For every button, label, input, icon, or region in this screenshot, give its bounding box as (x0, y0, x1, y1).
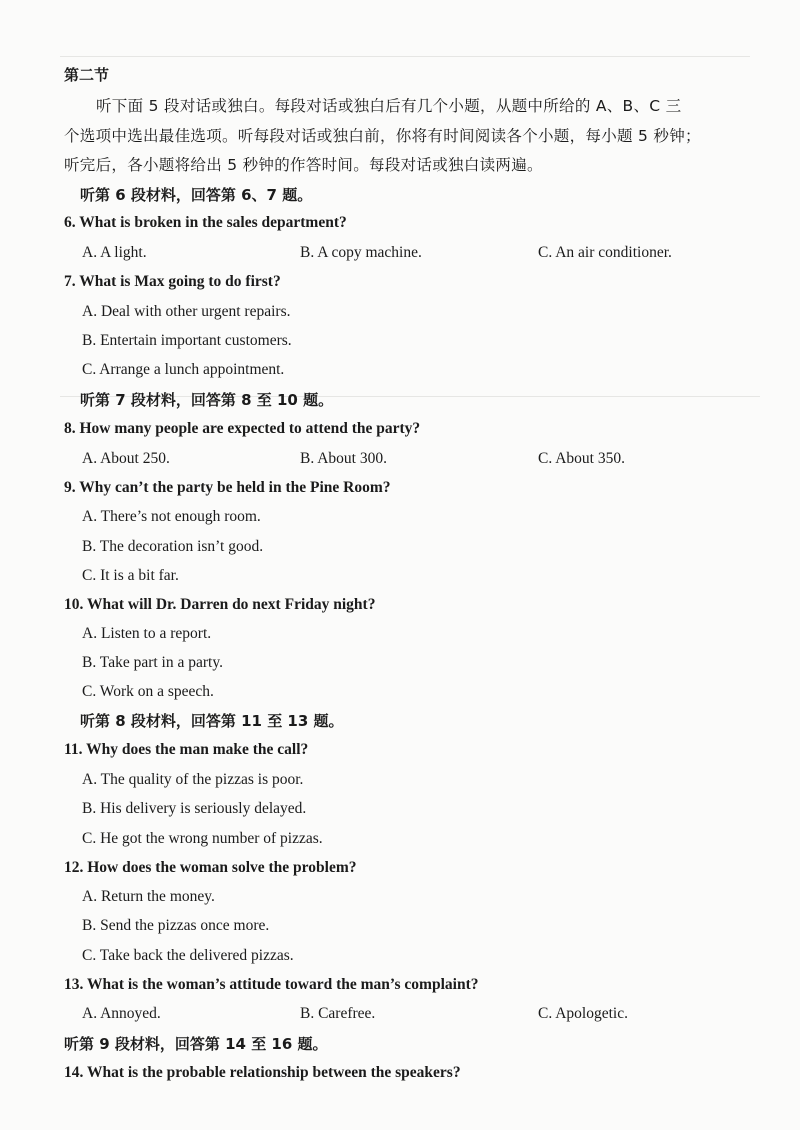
question-10-option-a: A. Listen to a report. (82, 625, 212, 642)
question-8: 8. How many people are expected to attend the party? (64, 420, 421, 437)
question-11-option-b: B. His delivery is seriously delayed. (82, 800, 307, 817)
question-7-option-c: C. Arrange a lunch appointment. (82, 361, 285, 378)
question-11-option-a: A. The quality of the pizzas is poor. (82, 771, 304, 788)
intro-line-3: 听完后，各小题将给出 5 秒钟的作答时间。每段对话或独白读两遍。 (64, 156, 543, 174)
question-9-option-a: A. There’s not enough room. (82, 508, 261, 525)
question-12-option-c: C. Take back the delivered pizzas. (82, 947, 294, 964)
question-7: 7. What is Max going to do first? (64, 273, 281, 290)
question-11: 11. Why does the man make the call? (64, 741, 309, 758)
question-13: 13. What is the woman’s attitude toward the man’s complaint? (64, 976, 479, 993)
question-13-option-c: C. Apologetic. (538, 1005, 628, 1022)
question-6-option-a: A. A light. (82, 244, 147, 261)
material-9-instruction: 听第 9 段材料，回答第 14 至 16 题。 (64, 1035, 328, 1053)
intro-line-1: 听下面 5 段对话或独白。每段对话或独白后有几个小题，从题中所给的 A、B、C 三 (96, 97, 682, 115)
question-6-option-b: B. A copy machine. (300, 244, 422, 261)
scan-line (60, 56, 750, 57)
question-12-option-b: B. Send the pizzas once more. (82, 917, 270, 934)
question-13-option-a: A. Annoyed. (82, 1005, 161, 1022)
question-10-option-c: C. Work on a speech. (82, 683, 214, 700)
material-7-instruction: 听第 7 段材料，回答第 8 至 10 题。 (80, 391, 334, 409)
question-7-option-a: A. Deal with other urgent repairs. (82, 303, 291, 320)
intro-line-2: 个选项中选出最佳选项。听每段对话或独白前，你将有时间阅读各个小题，每小题 5 秒钟； (64, 127, 701, 145)
question-9-option-c: C. It is a bit far. (82, 567, 179, 584)
question-6-option-c: C. An air conditioner. (538, 244, 672, 261)
material-6-instruction: 听第 6 段材料，回答第 6、7 题。 (80, 186, 313, 204)
question-14: 14. What is the probable relationship between the speakers? (64, 1064, 461, 1081)
question-13-option-b: B. Carefree. (300, 1005, 376, 1022)
question-12: 12. How does the woman solve the problem? (64, 859, 357, 876)
question-10-option-b: B. Take part in a party. (82, 654, 223, 671)
question-9: 9. Why can’t the party be held in the Pine Room? (64, 479, 391, 496)
question-7-option-b: B. Entertain important customers. (82, 332, 292, 349)
question-8-option-c: C. About 350. (538, 450, 625, 467)
material-8-instruction: 听第 8 段材料，回答第 11 至 13 题。 (80, 712, 344, 730)
question-8-option-a: A. About 250. (82, 450, 170, 467)
question-10: 10. What will Dr. Darren do next Friday night? (64, 596, 376, 613)
question-12-option-a: A. Return the money. (82, 888, 215, 905)
question-8-option-b: B. About 300. (300, 450, 387, 467)
question-11-option-c: C. He got the wrong number of pizzas. (82, 830, 323, 847)
question-9-option-b: B. The decoration isn’t good. (82, 538, 264, 555)
section-title: 第二节 (64, 66, 110, 84)
question-6: 6. What is broken in the sales department? (64, 214, 347, 231)
